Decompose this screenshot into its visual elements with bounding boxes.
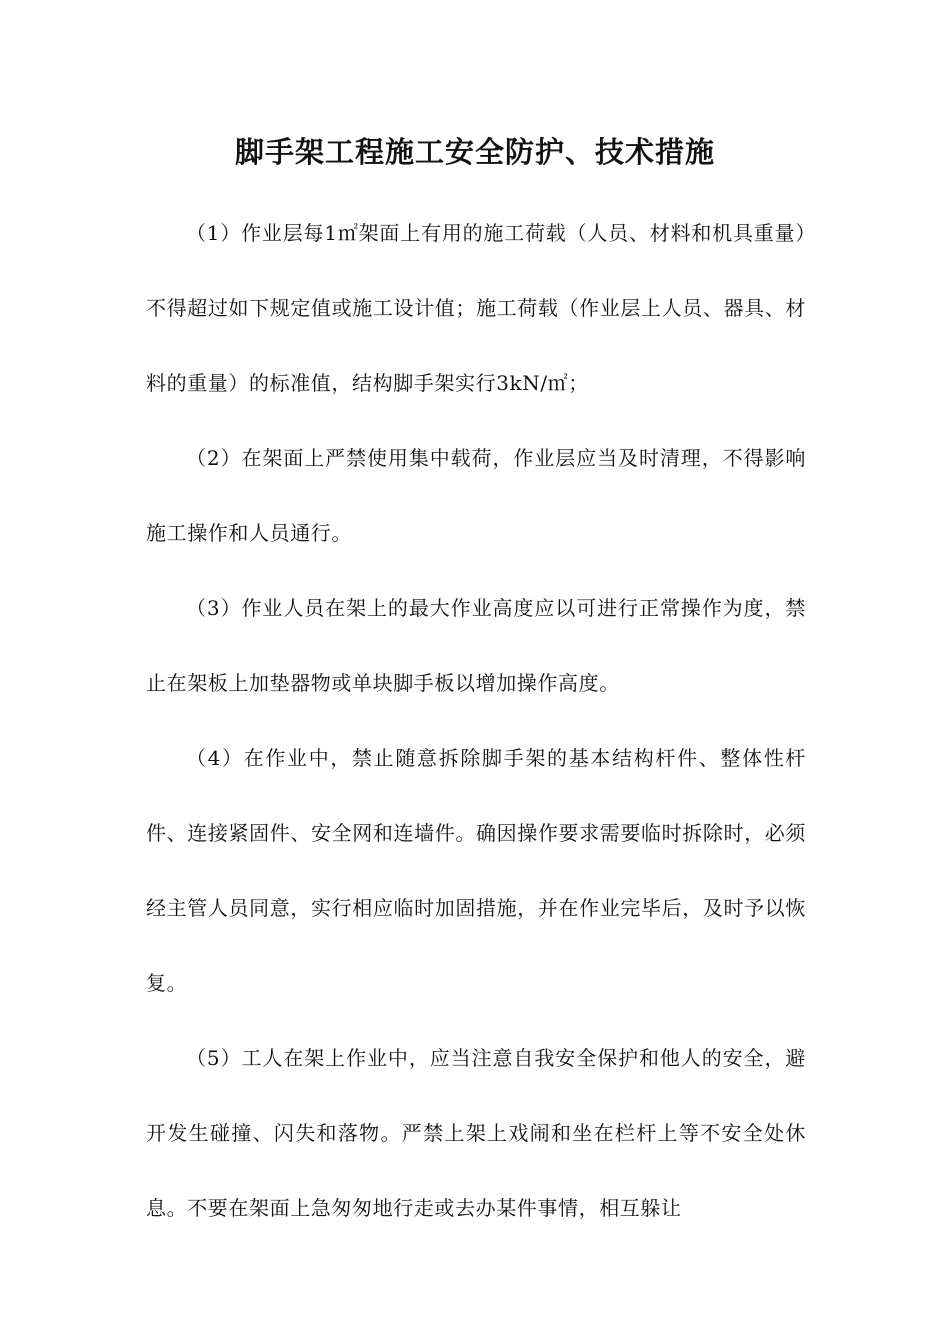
paragraph-1: （1）作业层每1㎡架面上有用的施工荷载（人员、材料和机具重量）不得超过如下规定值或施工设计值；施工荷载（作业层上人员、器具、材料的重量）的标准值，结构脚手架实行3kN/㎡； — [146, 221, 806, 395]
paragraph-4: （4）在作业中，禁止随意拆除脚手架的基本结构杆件、整体性杆件、连接紧固件、安全网和连墙件。确因操作要求需要临时拆除时，必须经主管人员同意，实行相应临时加固措施，并在作业完毕后，及时予以恢复。 — [146, 746, 806, 995]
document-body — [146, 196, 806, 1246]
document-title: 脚手架工程施工安全防护、技术措施 — [234, 135, 715, 169]
paragraph-3: （3）作业人员在架上的最大作业高度应以可进行正常操作为度，禁止在架板上加垫器物或单块脚手板以增加操作高度。 — [146, 596, 806, 695]
paragraph-2: （2）在架面上严禁使用集中载荷，作业层应当及时清理，不得影响施工操作和人员通行。 — [146, 446, 806, 545]
paragraph-5: （5）工人在架上作业中，应当注意自我安全保护和他人的安全，避开发生碰撞、闪失和落物。严禁上架上戏闹和坐在栏杆上等不安全处休息。不要在架面上急匆匆地行走或去办某件事情，相互躲让 — [146, 1046, 806, 1220]
